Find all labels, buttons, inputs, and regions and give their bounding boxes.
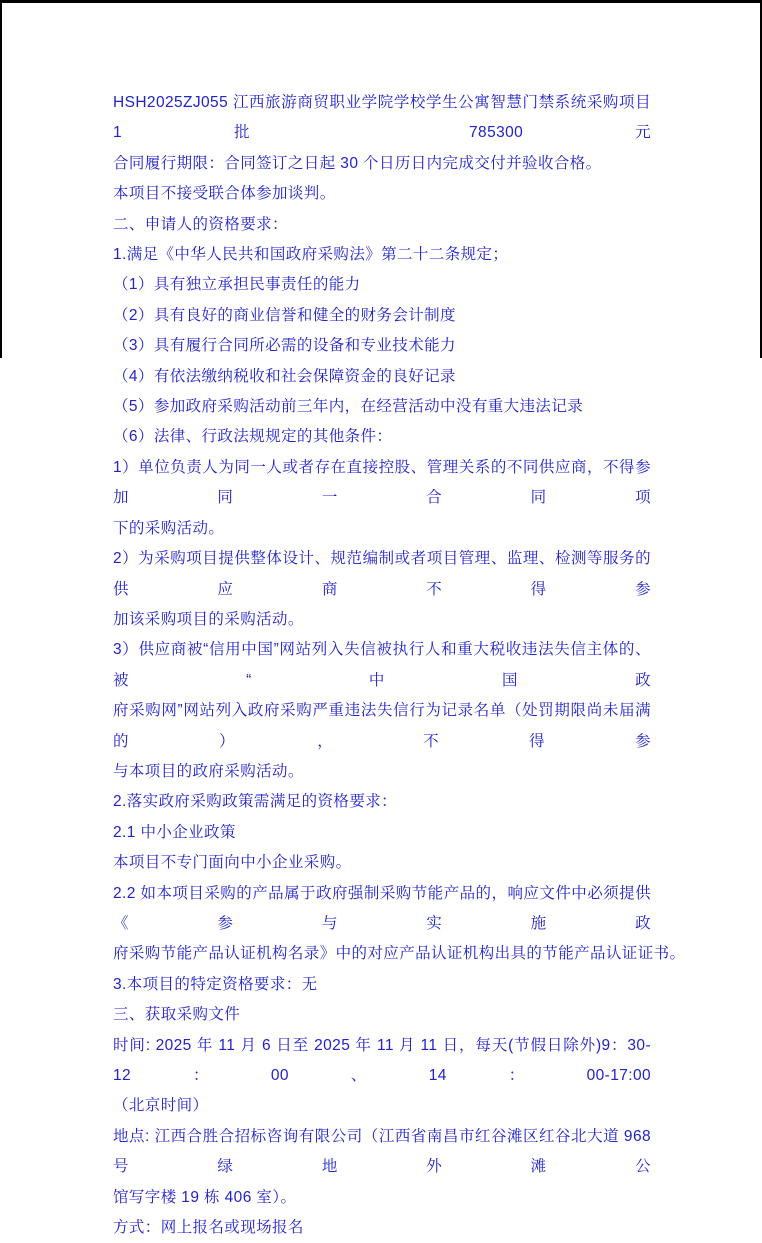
text-line-sme-note: 本项目不专门面向中小企业采购。	[113, 854, 352, 872]
text-line-sme-policy: 2.1 中小企业政策	[113, 823, 236, 841]
page-frame-left-border	[0, 0, 2, 358]
text-line-specific-qualification: 3.本项目的特定资格要求：无	[113, 975, 318, 993]
text-line-time: 时间: 2025 年 11 月 6 日至 2025 年 11 月 11 日，每天(节假日除外)9：30-12：00、14：00-17:00	[113, 1036, 651, 1084]
text-line-other-condition-1a: 1）单位负责人为同一人或者存在直接控股、管理关系的不同供应商，不得参加同一合同项	[113, 458, 651, 507]
text-line-other-condition-2b: 加该采购项目的采购活动。	[113, 610, 304, 628]
text-line-qualification-2: （2）具有良好的商业信誉和健全的财务会计制度	[113, 306, 456, 324]
text-line-other-condition-2a: 2）为采购项目提供整体设计、规范编制或者项目管理、监理、检测等服务的供应商不得参	[113, 550, 651, 598]
text-line-other-condition-3a: 3）供应商被“信用中国”网站列入失信被执行人和重大税收违法失信主体的、被“中国政	[113, 641, 651, 689]
text-line-qualification-6: （6）法律、行政法规规定的其他条件：	[113, 428, 393, 446]
text-line-qualification-5: （5）参加政府采购活动前三年内，在经营活动中没有重大违法记录	[113, 398, 584, 416]
text-line-beijing-time: （北京时间）	[113, 1097, 209, 1115]
text-line-other-condition-3b: 府采购网”网站列入政府采购严重违法失信行为记录名单（处罚期限尚未届满的），不得参	[113, 702, 651, 750]
text-line-location-b: 馆写字楼 19 栋 406 室）。	[113, 1188, 297, 1206]
section-heading-applicant-qualifications: 二、申请人的资格要求：	[113, 215, 288, 233]
page-frame-top-border	[0, 0, 762, 3]
text-line-other-condition-1b: 下的采购活动。	[113, 519, 225, 537]
text-line-qualification-3: （3）具有履行合同所必需的设备和专业技术能力	[113, 337, 456, 355]
text-line-no-consortium: 本项目不接受联合体参加谈判。	[113, 185, 336, 203]
section-heading-obtain-documents: 三、获取采购文件	[113, 1006, 241, 1024]
text-line-policy-requirements: 2.落实政府采购政策需满足的资格要求：	[113, 793, 398, 811]
text-line-registration-method: 方式：网上报名或现场报名	[113, 1219, 304, 1237]
text-line-law-article22: 1.满足《中华人民共和国政府采购法》第二十二条规定；	[113, 246, 509, 264]
text-line-location-a: 地点: 江西合胜合招标咨询有限公司（江西省南昌市红谷滩区红谷北大道 968 号绿地外滩公	[113, 1127, 651, 1176]
text-line-other-condition-3c: 与本项目的政府采购活动。	[113, 762, 304, 780]
text-line-project-title: HSH2025ZJ055 江西旅游商贸职业学院学校学生公寓智慧门禁系统采购项目 1 批 785300 元	[113, 94, 651, 142]
text-line-qualification-1: （1）具有独立承担民事责任的能力	[113, 276, 361, 294]
document-page	[113, 88, 686, 1243]
text-line-contract-period: 合同履行期限：合同签订之日起 30 个日历日内完成交付并验收合格。	[113, 154, 602, 172]
text-line-qualification-4: （4）有依法缴纳税收和社会保障资金的良好记录	[113, 367, 456, 385]
text-line-energy-saving-a: 2.2 如本项目采购的产品属于政府强制采购节能产品的，响应文件中必须提供《参与实施政	[113, 884, 651, 932]
text-line-energy-saving-b: 府采购节能产品认证机构名录》中的对应产品认证机构出具的节能产品认证证书。	[113, 945, 686, 963]
